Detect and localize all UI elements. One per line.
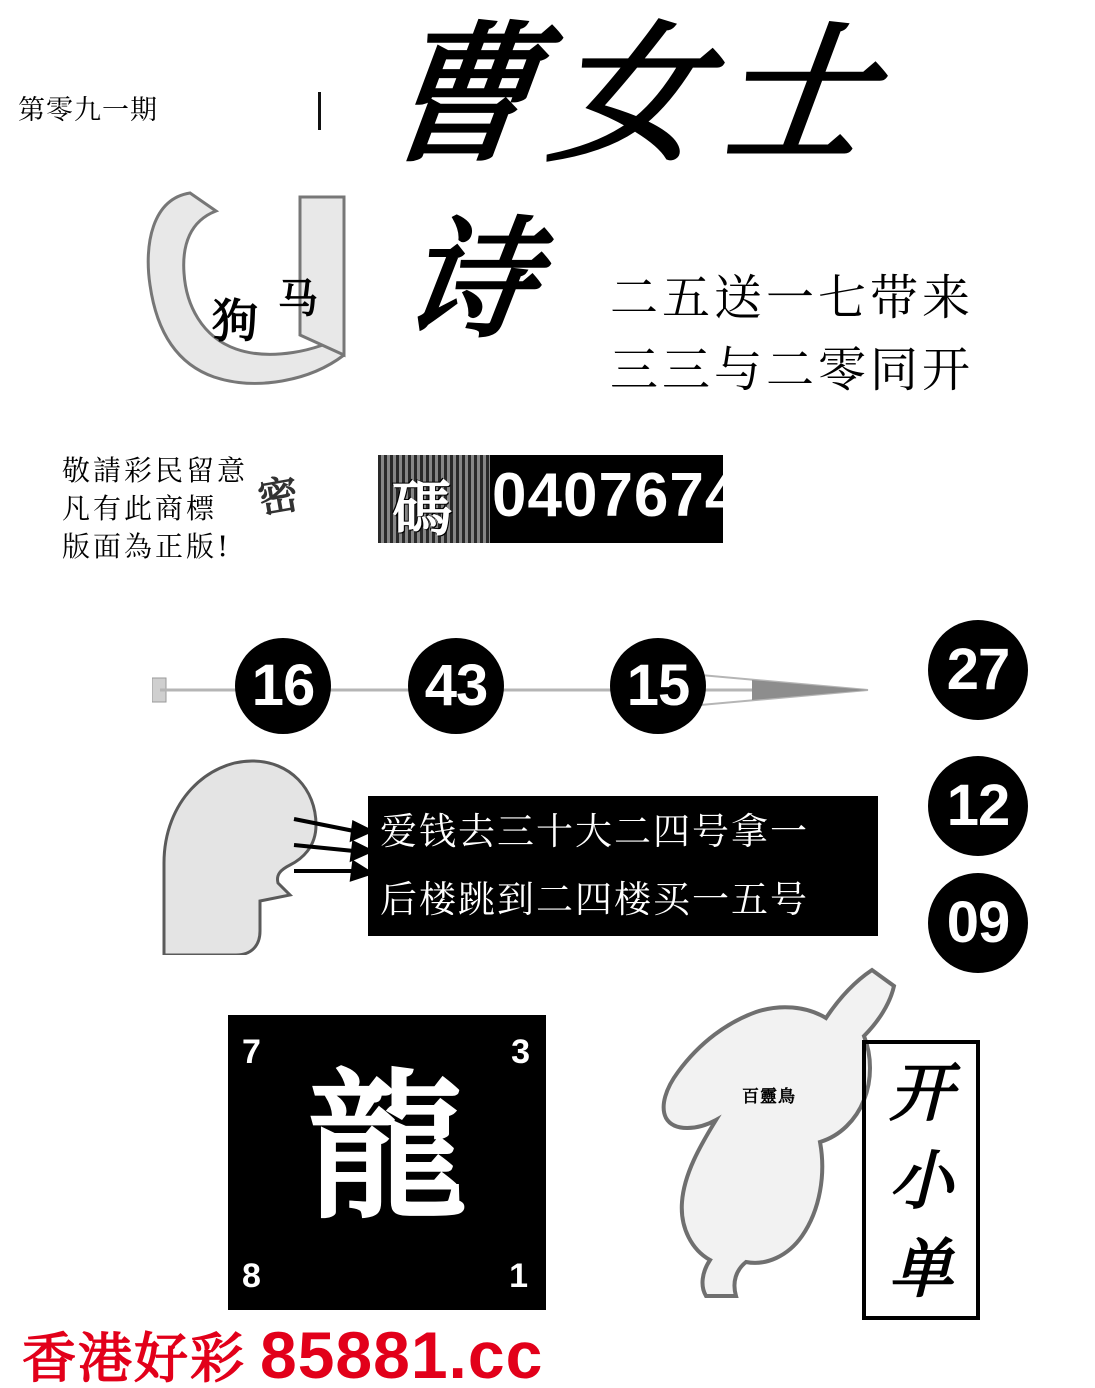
footer-site: 85881.cc xyxy=(260,1317,544,1388)
speech-line-1: 爱钱去三十大二四号拿一 xyxy=(380,810,809,853)
lottery-ball: 27 xyxy=(928,620,1028,720)
vertical-text-box xyxy=(862,1040,980,1320)
lottery-ball: 12 xyxy=(928,756,1028,856)
lottery-ball: 09 xyxy=(928,873,1028,973)
speech-box xyxy=(368,796,878,936)
dragon-character: 龍 xyxy=(306,1053,467,1241)
footer-brand: 香港好彩 xyxy=(22,1326,246,1388)
lottery-ball: 16 xyxy=(235,638,331,734)
seal-stamp: 密 xyxy=(254,470,303,524)
footer-watermark xyxy=(22,1316,543,1388)
lottery-ball: 15 xyxy=(610,638,706,734)
card-corner-top-right: 3 xyxy=(511,1033,530,1071)
code-digits: 0407674 xyxy=(492,461,741,530)
header-divider-tick xyxy=(318,92,321,130)
couplet-line-2: 三三与二零同开 xyxy=(610,342,975,398)
speech-arrows-icon xyxy=(292,815,372,895)
card-corner-bottom-right: 1 xyxy=(509,1257,528,1295)
speech-line-2: 后楼跳到二四楼买一五号 xyxy=(380,878,809,921)
zodiac-horse-label: 马 xyxy=(278,275,318,322)
couplet-line-1: 二五送一七带来 xyxy=(610,270,975,326)
dragon-card xyxy=(228,1015,546,1310)
zodiac-dog-label: 狗 xyxy=(212,294,258,348)
couplet-block xyxy=(610,262,974,406)
notice-line-1: 敬請彩民留意 xyxy=(62,454,249,487)
lottery-ball: 43 xyxy=(408,638,504,734)
vertical-text: 开 小 单 xyxy=(889,1056,953,1307)
notice-line-3: 版面為正版! xyxy=(62,530,232,563)
brush-word: 诗 xyxy=(394,203,546,356)
code-label: 碼 xyxy=(392,475,452,545)
notice-line-2: 凡有此商標 xyxy=(62,492,218,525)
page-title: 曹女士 xyxy=(374,7,901,183)
issue-label: 第零九一期 xyxy=(18,95,158,126)
card-corner-top-left: 7 xyxy=(242,1033,261,1071)
card-corner-bottom-left: 8 xyxy=(242,1257,261,1295)
dove-label: 百靈鳥 xyxy=(742,1087,796,1107)
notice-block xyxy=(62,452,248,566)
